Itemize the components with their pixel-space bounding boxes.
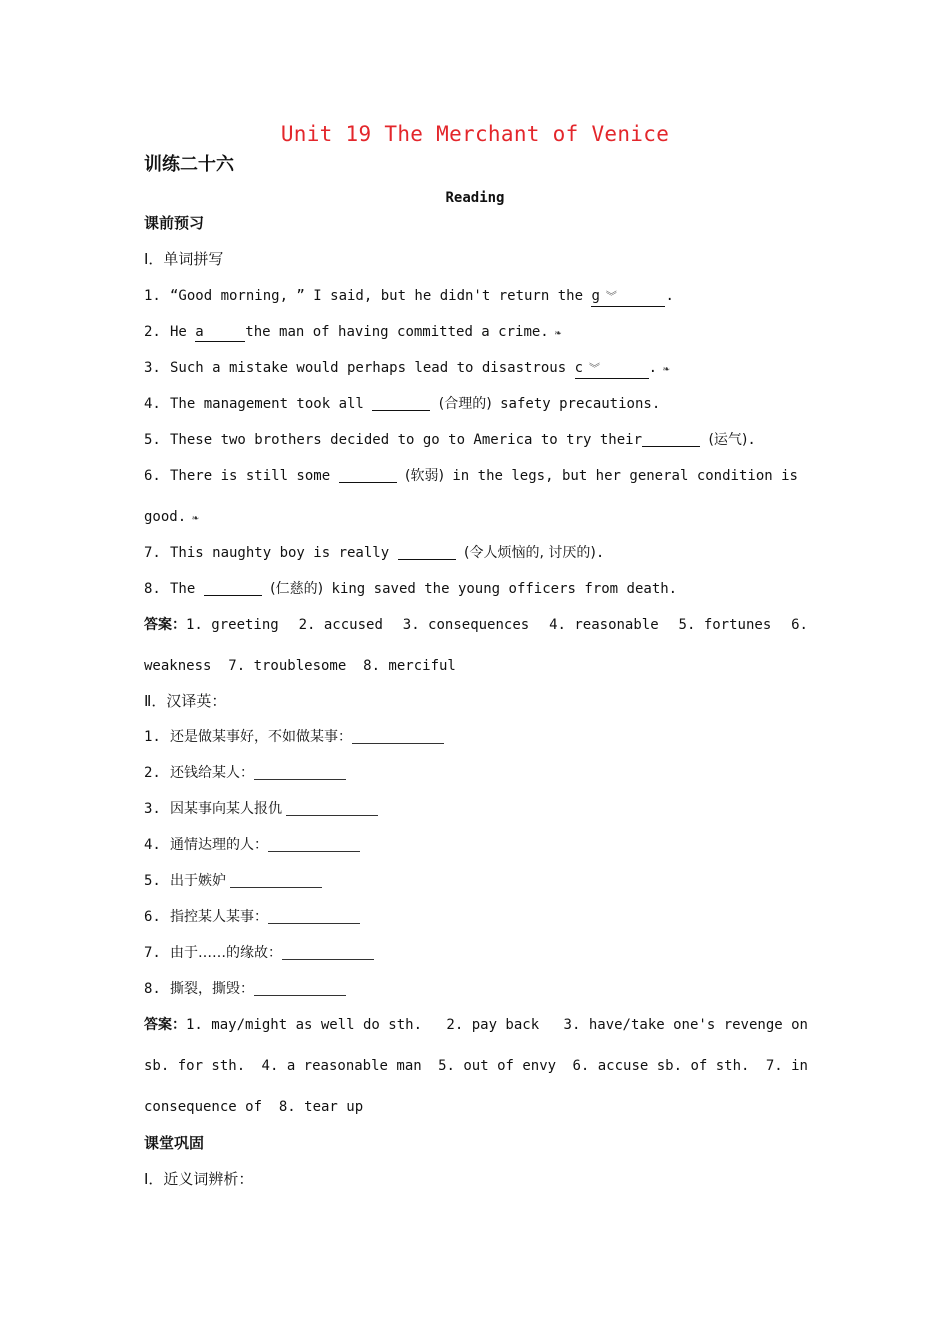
answer-blank[interactable]: [268, 909, 360, 924]
part2-answer-line1: 答案：1. may/might as well do sth. 2. pay back 3. have/take one's revenge on: [144, 1017, 808, 1033]
answer-blank[interactable]: [254, 765, 346, 780]
spelling-item-6-cont: good. ❧: [144, 509, 199, 525]
answer-blank[interactable]: [352, 729, 444, 744]
translation-item-8: 8. 撕裂，撕毁：: [144, 980, 808, 998]
section-label: Reading: [445, 190, 505, 206]
translation-item-5: 5. 出于嫉妒: [144, 872, 808, 890]
part3-heading: Ⅰ．近义词辨析：: [144, 1170, 254, 1188]
answer-blank[interactable]: [254, 981, 346, 996]
answer-blank[interactable]: g ︾: [591, 287, 665, 307]
answer-blank[interactable]: a: [195, 323, 245, 342]
spelling-item-7: 7. This naughty boy is really (令人烦恼的, 讨厌的).: [144, 545, 605, 561]
part1-answer-line1: 答案：1. greeting 2. accused 3. consequences 4. reasonable 5. fortunes 6.: [144, 617, 808, 633]
spelling-item-6: 6. There is still some (软弱) in the legs, but her general condition is: [144, 468, 798, 484]
spelling-item-8: 8. The (仁慈的) king saved the young officers from death.: [144, 581, 678, 597]
answer-blank[interactable]: [268, 837, 360, 852]
decoration-icon: ❧: [663, 362, 670, 375]
spelling-item-1: 1. “Good morning, ” I said, but he didn't return the g ︾ .: [144, 287, 808, 307]
part1-answer-line2: weakness 7. troublesome 8. merciful: [144, 658, 456, 674]
part2-answer-line2: sb. for sth. 4. a reasonable man 5. out of envy 6. accuse sb. of sth. 7. in: [144, 1058, 808, 1074]
answer-blank[interactable]: [282, 945, 374, 960]
translation-item-3: 3. 因某事向某人报仇: [144, 800, 808, 818]
answer-blank[interactable]: [339, 468, 397, 483]
answer-blank[interactable]: [230, 873, 322, 888]
answer-blank[interactable]: [372, 396, 430, 411]
spelling-item-5: 5. These two brothers decided to go to America to try their (运气).: [144, 432, 756, 448]
answer-blank[interactable]: [204, 581, 262, 596]
translation-item-2: 2. 还钱给某人：: [144, 764, 808, 782]
answer-blank[interactable]: [398, 545, 456, 560]
unit-title: Unit 19 The Merchant of Venice: [280, 122, 670, 146]
decoration-icon: ❧: [192, 511, 199, 524]
training-number: 训练二十六: [144, 154, 234, 175]
translation-item-4: 4. 通情达理的人：: [144, 836, 808, 854]
spelling-item-4: 4. The management took all (合理的) safety precautions.: [144, 396, 661, 412]
part2-heading: Ⅱ．汉译英：: [144, 692, 227, 710]
answer-blank[interactable]: c ︾: [575, 359, 649, 379]
part2-answer-line3: consequence of 8. tear up: [144, 1099, 364, 1115]
preview-heading: 课前预习: [144, 214, 205, 232]
spelling-item-2: 2. He a the man of having committed a crime. ❧: [144, 324, 562, 340]
answer-blank[interactable]: [642, 432, 700, 447]
translation-item-7: 7. 由于……的缘故：: [144, 944, 808, 962]
part1-heading: Ⅰ．单词拼写: [144, 250, 224, 268]
translation-item-6: 6. 指控某人某事：: [144, 908, 808, 926]
consolidation-heading: 课堂巩固: [144, 1134, 205, 1152]
spelling-item-3: 3. Such a mistake would perhaps lead to disastrous c ︾ . ❧: [144, 359, 808, 379]
decoration-icon: ❧: [554, 326, 562, 339]
answer-blank[interactable]: [286, 801, 378, 816]
translation-item-1: 1. 还是做某事好，不如做某事：: [144, 728, 808, 746]
